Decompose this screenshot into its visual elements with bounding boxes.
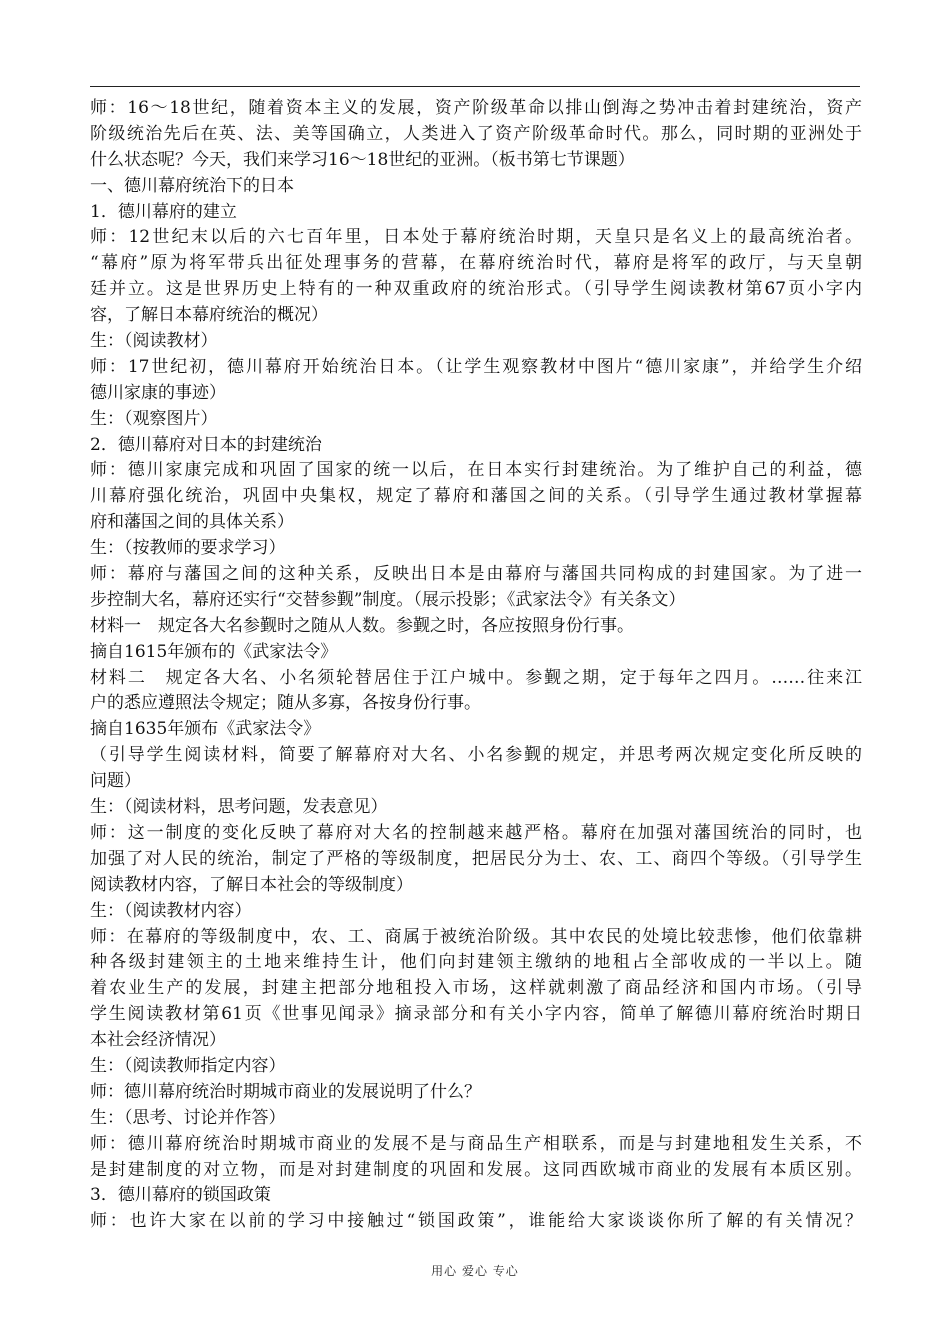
text-line: 川幕府强化统治，巩固中央集权，规定了幕府和藩国之间的关系。（引导学生通过教材掌握幕 (90, 486, 862, 507)
text-line: 2．德川幕府对日本的封建统治 (90, 434, 322, 455)
text-line: 师：德川幕府统治时期城市商业的发展说明了什么？ (90, 1081, 481, 1102)
text-line: 生：（阅读教师指定内容） (90, 1055, 286, 1076)
text-line: 德川家康的事迹） (90, 382, 226, 403)
text-line: 生：（阅读教材） (90, 331, 218, 352)
text-line: 一、德川幕府统治下的日本 (90, 175, 294, 196)
header-rule (90, 86, 860, 87)
text-line: 着农业生产的发展，封建主把部分地租投入市场，这样就刺激了商品经济和国内市场。（引导 (90, 978, 862, 999)
text-line: 种各级封建领主的土地来维持生计，他们向封建领主缴纳的地租占全部收成的一半以上。随 (90, 952, 862, 973)
text-line: 师：17世纪初，德川幕府开始统治日本。（让学生观察教材中图片“德川家康”，并给学生介绍 (90, 356, 862, 377)
text-line: 师：德川家康完成和巩固了国家的统一以后，在日本实行封建统治。为了维护自己的利益，德 (90, 460, 862, 481)
text-line: 府和藩国之间的具体关系） (90, 512, 294, 533)
text-line: 师：德川幕府统治时期城市商业的发展不是与商品生产相联系，而是与封建地租发生关系，不 (90, 1133, 862, 1154)
text-line: 3．德川幕府的锁国政策 (90, 1185, 271, 1206)
text-line: “幕府”原为将军带兵出征处理事务的营幕，在幕府统治时代，幕府是将军的政厅，与天皇朝 (90, 253, 862, 274)
text-line: 容，了解日本幕府统治的概况） (90, 305, 328, 326)
text-line: 材料一 规定各大名参觐时之随从人数。参觐之时，各应按照身份行事。 (90, 615, 634, 636)
text-line: 材料二 规定各大名、小名须轮替居住于江户城中。参觐之期，定于每年之四月。……往来江 (90, 667, 862, 688)
text-line: （引导学生阅读材料，简要了解幕府对大名、小名参觐的规定，并思考两次规定变化所反映的 (90, 745, 862, 766)
document-body (90, 96, 862, 1235)
text-line: 本社会经济情况） (90, 1030, 226, 1051)
text-line: 师：也许大家在以前的学习中接触过“锁国政策”，谁能给大家谈谈你所了解的有关情况？ (90, 1211, 862, 1232)
text-line: 师：这一制度的变化反映了幕府对大名的控制越来越严格。幕府在加强对藩国统治的同时，也 (90, 822, 862, 843)
text-line: 师：12世纪末以后的六七百年里，日本处于幕府统治时期，天皇只是名义上的最高统治者。 (90, 227, 862, 248)
text-line: 户的悉应遵照法令规定；随从多寡，各按身份行事。 (90, 693, 481, 714)
text-line: 1．德川幕府的建立 (90, 201, 237, 222)
page-footer: 用心 爱心 专心 (431, 1264, 519, 1278)
text-line: 摘自1635年颁布《武家法令》 (90, 719, 321, 740)
text-line: 步控制大名，幕府还实行“交替参觐”制度。（展示投影；《武家法令》有关条文） (90, 589, 686, 610)
text-line: 师：16～18世纪，随着资本主义的发展，资产阶级革命以排山倒海之势冲击着封建统治，资产 (90, 98, 862, 118)
text-line: 学生阅读教材第61页《世事见闻录》摘录部分和有关小字内容，简单了解德川幕府统治时期日 (90, 1004, 862, 1025)
text-line: 师：幕府与藩国之间的这种关系，反映出日本是由幕府与藩国共同构成的封建国家。为了进一 (90, 564, 862, 585)
text-line: 阅读教材内容，了解日本社会的等级制度） (90, 874, 413, 895)
text-line: 廷并立。这是世界历史上特有的一种双重政府的统治形式。（引导学生阅读教材第67页小字内 (90, 279, 862, 300)
text-line: 生：（观察图片） (90, 408, 218, 429)
text-line: 生：（阅读教材内容） (90, 900, 252, 921)
text-line: 生：（思考、讨论并作答） (90, 1107, 286, 1128)
text-line: 生：（按教师的要求学习） (90, 538, 286, 559)
text-line: 什么状态呢？今天，我们来学习16～18世纪的亚洲。（板书第七节课题） (90, 149, 635, 170)
text-line: 阶级统治先后在英、法、美等国确立，人类进入了资产阶级革命时代。那么，同时期的亚洲处于 (90, 123, 862, 144)
text-line: 生：（阅读材料，思考问题，发表意见） (90, 797, 388, 818)
text-line: 问题） (90, 771, 141, 792)
text-line: 摘自1615年颁布的《武家法令》 (90, 641, 338, 662)
text-line: 师：在幕府的等级制度中，农、工、商属于被统治阶级。其中农民的处境比较悲惨，他们依靠耕 (90, 926, 862, 947)
text-line: 是封建制度的对立物，而是对封建制度的巩固和发展。这同西欧城市商业的发展有本质区别。 (90, 1159, 862, 1180)
text-line: 加强了对人民的统治，制定了严格的等级制度，把居民分为士、农、工、商四个等级。（引导学生 (90, 848, 862, 869)
